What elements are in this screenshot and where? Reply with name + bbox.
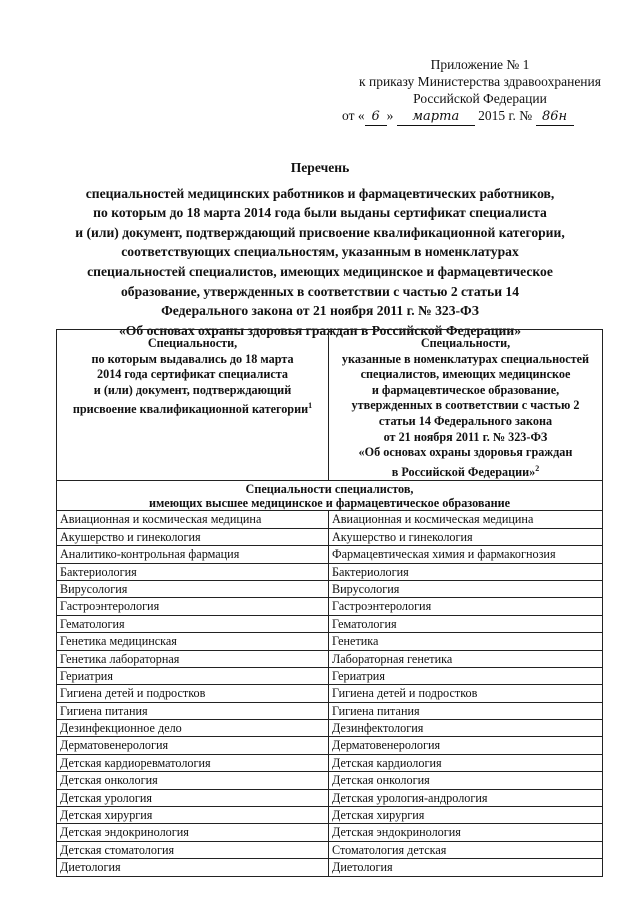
table-row: [57, 789, 603, 806]
table-row: [57, 824, 603, 841]
table-row: [57, 528, 603, 545]
old-specialty-cell: Аналитико-контрольная фармация: [57, 546, 329, 563]
section-line: имеющих высшее медицинское и фармацевтическое образование: [148, 496, 511, 511]
appendix-date-line: [330, 107, 630, 126]
old-specialty-cell: Дезинфекционное дело: [57, 720, 329, 737]
title-line: и (или) документ, подтверждающий присвоение квалификационной категории,: [75, 224, 565, 240]
table-row: [57, 702, 603, 719]
old-specialty-cell: Детская урология: [57, 789, 329, 806]
table-row: [57, 737, 603, 754]
header-right-line: специалистов, имеющих медицинское: [360, 367, 571, 382]
specialties-table: [56, 329, 603, 877]
new-specialty-cell: Детская хирургия: [329, 807, 603, 824]
appendix-block: [330, 56, 630, 126]
date-mid: »: [386, 108, 394, 123]
appendix-ministry: Российской Федерации: [413, 91, 547, 106]
new-specialty-cell: Дезинфектология: [329, 720, 603, 737]
handwritten-order-number: 86н: [536, 108, 574, 126]
title-heading: Перечень: [290, 160, 350, 175]
header-right-line: статьи 14 Федерального закона: [378, 413, 553, 428]
table-header-row: [57, 330, 603, 481]
new-specialty-cell: Диетология: [329, 859, 603, 876]
old-specialty-cell: Детская хирургия: [57, 807, 329, 824]
old-specialty-cell: Авиационная и космическая медицина: [57, 511, 329, 528]
section-line: Специальности специалистов,: [245, 482, 414, 497]
header-right-line: утвержденных в соответствии с частью 2: [351, 398, 580, 413]
header-right-line: от 21 ноября 2011 г. № 323-ФЗ: [383, 429, 548, 444]
old-specialty-cell: Детская эндокринология: [57, 824, 329, 841]
old-specialty-cell: Гематология: [57, 615, 329, 632]
new-specialty-cell: Стоматология детская: [329, 841, 603, 858]
table-row: [57, 650, 603, 667]
old-specialty-cell: Вирусология: [57, 580, 329, 597]
new-specialty-cell: Гериатрия: [329, 667, 603, 684]
title-line: «Об основах охраны здоровья граждан в Российской Федерации»: [119, 322, 521, 338]
new-specialty-cell: Дерматовенерология: [329, 737, 603, 754]
appendix-order-ref: к приказу Министерства здравоохранения: [359, 74, 601, 89]
date-prefix: от «: [342, 108, 365, 123]
footnote-marker: 1: [308, 401, 313, 411]
header-right-text: в Российской Федерации»: [391, 464, 536, 479]
new-specialty-cell: Детская кардиология: [329, 754, 603, 771]
old-specialty-cell: Генетика медицинская: [57, 633, 329, 650]
new-specialty-cell: Лабораторная генетика: [329, 650, 603, 667]
date-year: 2015 г. №: [478, 108, 533, 123]
table-row: [57, 807, 603, 824]
table-row: [57, 511, 603, 528]
new-specialty-cell: Детская онкология: [329, 772, 603, 789]
header-right-line: указанные в номенклатурах специальностей: [341, 351, 590, 366]
header-left-text: присвоение квалификационной категории: [72, 402, 309, 417]
header-left-line: 2014 года сертификат специалиста: [97, 367, 288, 382]
new-specialty-cell: Фармацевтическая химия и фармакогнозия: [329, 546, 603, 563]
header-right: [329, 330, 603, 481]
new-specialty-cell: Детская урология-андрология: [329, 789, 603, 806]
header-left-line: Специальности,: [147, 336, 238, 350]
header-left: [57, 330, 329, 481]
old-specialty-cell: Детская кардиоревматология: [57, 754, 329, 771]
title-line: по которым до 18 марта 2014 года были выданы сертификат специалиста: [93, 205, 547, 221]
table-row: [57, 633, 603, 650]
table-row: [57, 859, 603, 876]
table-row: [57, 772, 603, 789]
handwritten-day: 6: [365, 108, 387, 126]
old-specialty-cell: Акушерство и гинекология: [57, 528, 329, 545]
new-specialty-cell: Гастроэнтерология: [329, 598, 603, 615]
old-specialty-cell: Гигиена питания: [57, 702, 329, 719]
old-specialty-cell: Детская онкология: [57, 772, 329, 789]
table-row: [57, 546, 603, 563]
header-right-line: «Об основах охраны здоровья граждан: [358, 445, 573, 460]
document-title: [40, 158, 600, 340]
footnote-marker: 2: [535, 463, 540, 473]
header-right-line: и фармацевтическое образование,: [371, 382, 560, 397]
table-row: [57, 580, 603, 597]
title-line: Федерального закона от 21 ноября 2011 г. № 323-ФЗ: [161, 303, 479, 319]
table-row: [57, 685, 603, 702]
new-specialty-cell: Генетика: [329, 633, 603, 650]
section-heading: [57, 481, 603, 511]
table-row: [57, 563, 603, 580]
new-specialty-cell: Гигиена питания: [329, 702, 603, 719]
table-row: [57, 598, 603, 615]
old-specialty-cell: Генетика лабораторная: [57, 650, 329, 667]
new-specialty-cell: Акушерство и гинекология: [329, 528, 603, 545]
appendix-title: Приложение № 1: [430, 57, 530, 72]
new-specialty-cell: Гигиена детей и подростков: [329, 685, 603, 702]
new-specialty-cell: Детская эндокринология: [329, 824, 603, 841]
old-specialty-cell: Гериатрия: [57, 667, 329, 684]
new-specialty-cell: Гематология: [329, 615, 603, 632]
new-specialty-cell: Вирусология: [329, 580, 603, 597]
header-left-line: [60, 398, 325, 418]
table-row: [57, 754, 603, 771]
old-specialty-cell: Гастроэнтерология: [57, 598, 329, 615]
table-row: [57, 615, 603, 632]
old-specialty-cell: Детская стоматология: [57, 841, 329, 858]
header-right-line: [332, 461, 599, 481]
old-specialty-cell: Дерматовенерология: [57, 737, 329, 754]
table-row: [57, 841, 603, 858]
new-specialty-cell: Бактериология: [329, 563, 603, 580]
handwritten-month: марта: [397, 108, 475, 126]
table-row: [57, 667, 603, 684]
title-line: специальностей специалистов, имеющих медицинское и фармацевтическое: [87, 263, 553, 279]
header-left-line: и (или) документ, подтверждающий: [93, 382, 292, 397]
section-row: [57, 481, 603, 511]
header-right-line: Специальности,: [420, 336, 511, 350]
old-specialty-cell: Диетология: [57, 859, 329, 876]
title-line: специальностей медицинских работников и фармацевтических работников,: [85, 185, 555, 201]
title-line: образование, утвержденных в соответствии с частью 2 статьи 14: [120, 283, 520, 299]
header-left-line: по которым выдавались до 18 марта: [91, 351, 294, 366]
new-specialty-cell: Авиационная и космическая медицина: [329, 511, 603, 528]
title-line: соответствующих специальностям, указанным в номенклатурах: [121, 244, 519, 260]
old-specialty-cell: Гигиена детей и подростков: [57, 685, 329, 702]
table-row: [57, 720, 603, 737]
old-specialty-cell: Бактериология: [57, 563, 329, 580]
